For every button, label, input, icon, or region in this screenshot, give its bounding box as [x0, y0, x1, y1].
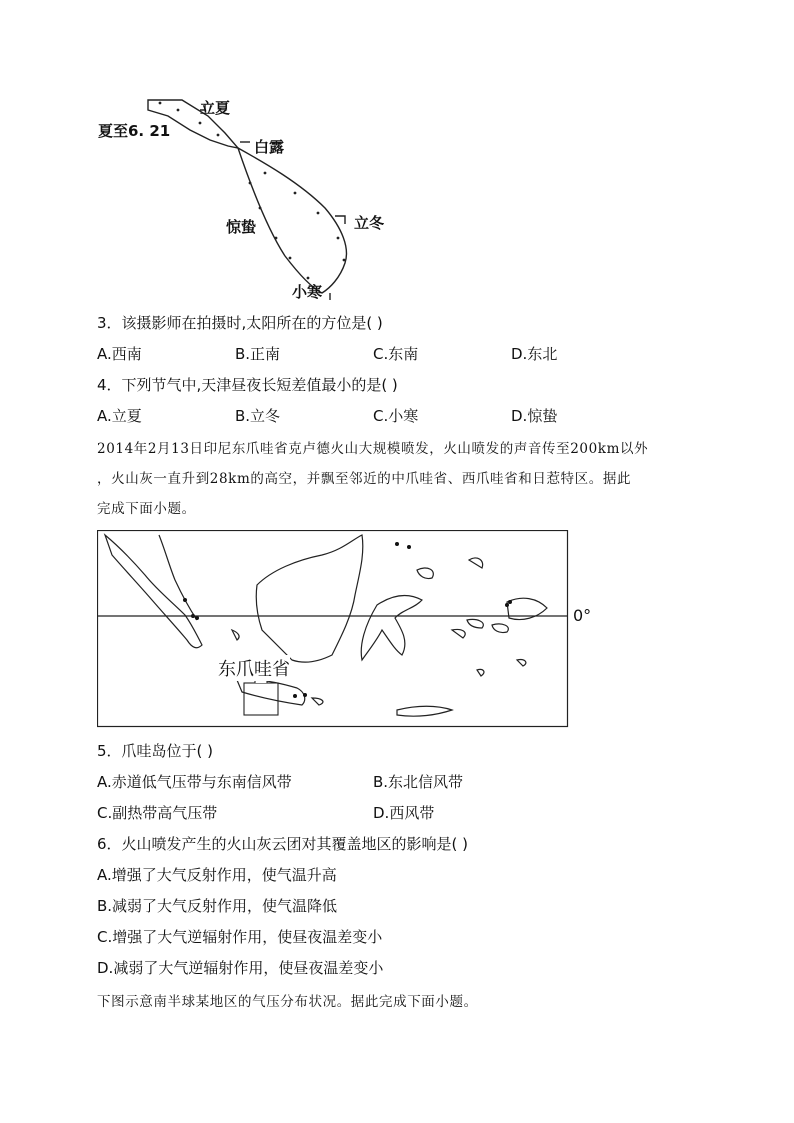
- map-label-equator: 0°: [573, 606, 592, 625]
- q6-option-b[interactable]: B.减弱了大气反射作用，使气温降低: [97, 897, 338, 915]
- passage1-line-1: 2014年2月13日印尼东爪哇省克卢德火山大规模喷发，火山喷发的声音传至200km以外: [97, 441, 649, 457]
- label-bailu: 白露: [254, 138, 285, 156]
- label-lixia: 立夏: [200, 99, 231, 117]
- q5-option-c[interactable]: C.副热带高气压带: [97, 804, 218, 822]
- q5-option-d[interactable]: D.西风带: [373, 804, 435, 822]
- map-label-east-java: 东爪哇省: [218, 655, 290, 681]
- q4-option-b[interactable]: B.立冬: [235, 407, 281, 425]
- q3-option-d[interactable]: D.东北: [511, 345, 558, 363]
- q5-option-a[interactable]: A.赤道低气压带与东南信风带: [97, 773, 292, 791]
- passage1-line-2: ，火山灰一直升到28km的高空，并飘至邻近的中爪哇省、西爪哇省和日惹特区。据此: [97, 471, 632, 487]
- passage1-line-3: 完成下面小题。: [97, 501, 196, 517]
- question-6-stem: 6．火山喷发产生的火山灰云团对其覆盖地区的影响是( ): [97, 835, 469, 853]
- q4-option-d[interactable]: D.惊蛰: [511, 407, 558, 425]
- q3-option-a[interactable]: A.西南: [97, 345, 142, 363]
- q3-option-c[interactable]: C.东南: [373, 345, 419, 363]
- q3-option-b[interactable]: B.正南: [235, 345, 281, 363]
- q4-option-c[interactable]: C.小寒: [373, 407, 419, 425]
- indonesia-map: [97, 530, 569, 728]
- question-3-stem: 3．该摄影师在拍摄时,太阳所在的方位是( ): [97, 314, 383, 332]
- label-lidong: 立冬: [354, 214, 385, 232]
- q6-option-d[interactable]: D.减弱了大气逆辐射作用，使昼夜温差变小: [97, 959, 384, 977]
- q6-option-a[interactable]: A.增强了大气反射作用，使气温升高: [97, 866, 337, 884]
- q4-option-a[interactable]: A.立夏: [97, 407, 142, 425]
- label-xiazhi: 夏至6. 21: [98, 122, 171, 140]
- label-xiaohan: 小寒: [292, 283, 323, 301]
- q6-option-c[interactable]: C.增强了大气逆辐射作用，使昼夜温差变小: [97, 928, 383, 946]
- label-jingzhe: 惊蛰: [226, 218, 257, 236]
- question-4-stem: 4．下列节气中,天津昼夜长短差值最小的是( ): [97, 376, 398, 394]
- passage2-text: 下图示意南半球某地区的气压分布状况。据此完成下面小题。: [97, 994, 478, 1010]
- q5-option-b[interactable]: B.东北信风带: [373, 773, 464, 791]
- question-5-stem: 5．爪哇岛位于( ): [97, 742, 214, 760]
